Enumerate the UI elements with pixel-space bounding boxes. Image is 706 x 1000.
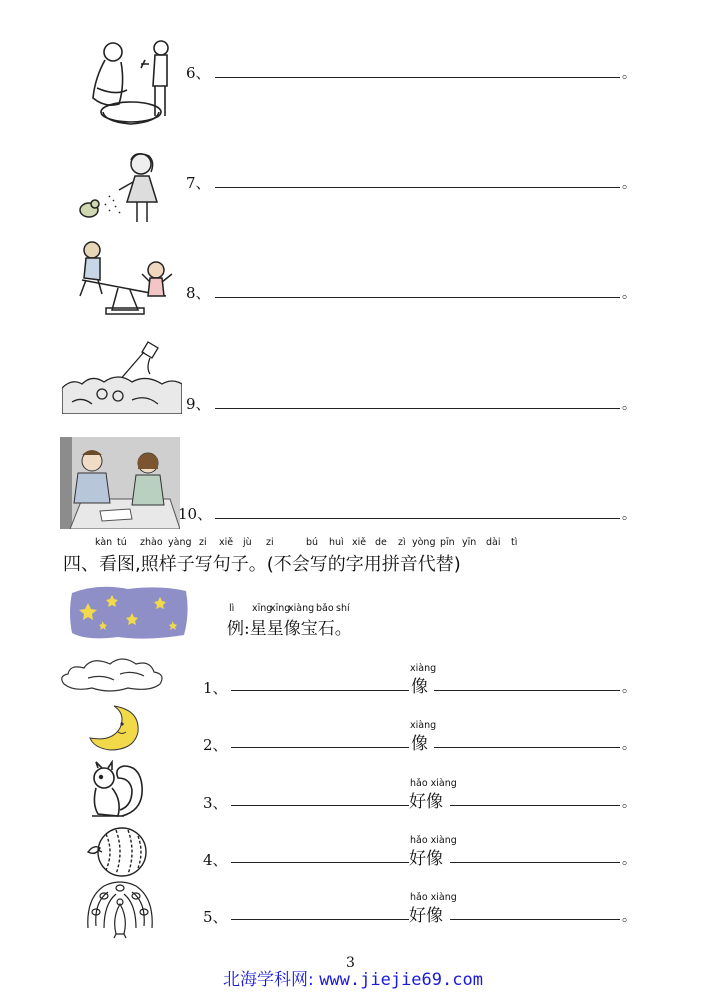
heading-pinyin-ti: tì — [511, 537, 518, 548]
item-3-end: 。 — [622, 795, 636, 811]
item-1-end: 。 — [622, 680, 636, 696]
answer-line-3b[interactable] — [450, 805, 620, 806]
heading-pinyin-yang: yàng — [168, 537, 192, 548]
squirrel-picture — [84, 760, 146, 822]
example-pinyin-li: lì — [229, 603, 235, 614]
item-7-end: 。 — [622, 176, 636, 192]
item-3-number: 3、 — [203, 794, 228, 812]
item-1-word: 像 — [411, 677, 428, 697]
item-8-end: 。 — [622, 286, 636, 302]
item-3-word: 好像 — [409, 792, 443, 812]
section-4-heading — [63, 550, 461, 576]
heading-pinyin-zi-3: zì — [398, 537, 406, 548]
girl-feeding-chicks-picture — [75, 150, 173, 230]
answer-line-1a[interactable] — [231, 690, 409, 691]
page-number: 3 — [346, 955, 355, 971]
crescent-moon-picture — [88, 702, 142, 752]
example-sentence — [227, 614, 352, 639]
heading-pinyin-tu: tú — [117, 537, 127, 548]
example-pinyin-bao: bǎo — [316, 603, 334, 614]
children-seesaw-picture — [72, 240, 176, 316]
item-6-end: 。 — [622, 66, 636, 82]
item-2-pinyin: xiàng — [410, 720, 437, 731]
item-5-word: 好像 — [409, 906, 443, 926]
item-4-word: 好像 — [409, 849, 443, 869]
heading-pinyin-de: de — [375, 537, 387, 548]
answer-line-2a[interactable] — [231, 747, 409, 748]
heading-pinyin-dai: dài — [486, 537, 501, 548]
section-4-number: 四、 — [63, 554, 99, 575]
answer-line-9[interactable] — [215, 408, 620, 409]
item-4-end: 。 — [622, 852, 636, 868]
answer-line-4a[interactable] — [231, 862, 409, 863]
children-drawing-picture — [60, 437, 180, 529]
heading-pinyin-yong: yòng — [412, 537, 436, 548]
footer-watermark — [0, 965, 706, 990]
heading-pinyin-ju: jù — [243, 537, 252, 548]
mother-child-washing-picture — [75, 38, 175, 130]
item-7-number: 7、 — [186, 174, 211, 192]
answer-line-8[interactable] — [215, 297, 620, 298]
example-label: 例: — [227, 619, 250, 639]
item-5-pinyin: hǎo xiàng — [410, 892, 457, 903]
item-3-pinyin: hǎo xiàng — [410, 778, 457, 789]
item-2-word: 像 — [411, 734, 428, 754]
example-pinyin-xing: xīng — [252, 603, 273, 614]
example-pinyin-shi: shí — [336, 603, 350, 614]
answer-line-7[interactable] — [215, 187, 620, 188]
answer-line-3a[interactable] — [231, 805, 409, 806]
item-1-pinyin: xiàng — [410, 663, 437, 674]
heading-pinyin-pin: pīn — [440, 537, 455, 548]
item-9-number: 9、 — [186, 395, 211, 413]
heading-pinyin-bu: bú — [306, 537, 319, 548]
item-6-number: 6、 — [186, 64, 211, 82]
kite-flying-picture — [62, 338, 182, 414]
item-8-number: 8、 — [186, 284, 211, 302]
answer-line-10[interactable] — [215, 518, 620, 519]
heading-pinyin-zi-2: zi — [266, 537, 274, 548]
heading-pinyin-zhao: zhào — [140, 537, 163, 548]
item-2-end: 。 — [622, 737, 636, 753]
item-5-number: 5、 — [203, 908, 228, 926]
answer-line-1b[interactable] — [434, 690, 620, 691]
footer-site-name: 北海学科网: — [223, 970, 314, 990]
heading-pinyin-xie-2: xiě — [352, 537, 367, 548]
footer-url[interactable]: www.jiejie69.com — [319, 970, 483, 990]
item-5-end: 。 — [622, 909, 636, 925]
item-9-end: 。 — [622, 397, 636, 413]
answer-line-5a[interactable] — [231, 919, 409, 920]
heading-pinyin-hui: huì — [329, 537, 344, 548]
answer-line-2b[interactable] — [434, 747, 620, 748]
item-10-number: 10、 — [178, 505, 213, 523]
example-text: 星星像宝石。 — [249, 619, 352, 639]
starry-sky-picture — [68, 583, 190, 641]
item-4-number: 4、 — [203, 851, 228, 869]
example-pinyin-xing-2: xīng — [270, 603, 291, 614]
item-2-number: 2、 — [203, 736, 228, 754]
item-4-pinyin: hǎo xiàng — [410, 835, 457, 846]
heading-pinyin-zi: zi — [199, 537, 207, 548]
answer-line-6[interactable] — [215, 77, 620, 78]
item-10-end: 。 — [622, 507, 636, 523]
answer-line-5b[interactable] — [450, 919, 620, 920]
heading-pinyin-kan: kàn — [95, 537, 113, 548]
peacock-picture — [84, 878, 156, 940]
watermelon-picture — [84, 822, 150, 880]
heading-pinyin-xie: xiě — [219, 537, 234, 548]
heading-pinyin-yin: yīn — [462, 537, 477, 548]
example-pinyin-xiang: xiàng — [288, 603, 315, 614]
cloud-picture — [58, 654, 166, 694]
answer-line-4b[interactable] — [450, 862, 620, 863]
section-4-instruction: 看图,照样子写句子。(不会写的字用拼音代替) — [99, 554, 461, 575]
item-1-number: 1、 — [203, 679, 228, 697]
